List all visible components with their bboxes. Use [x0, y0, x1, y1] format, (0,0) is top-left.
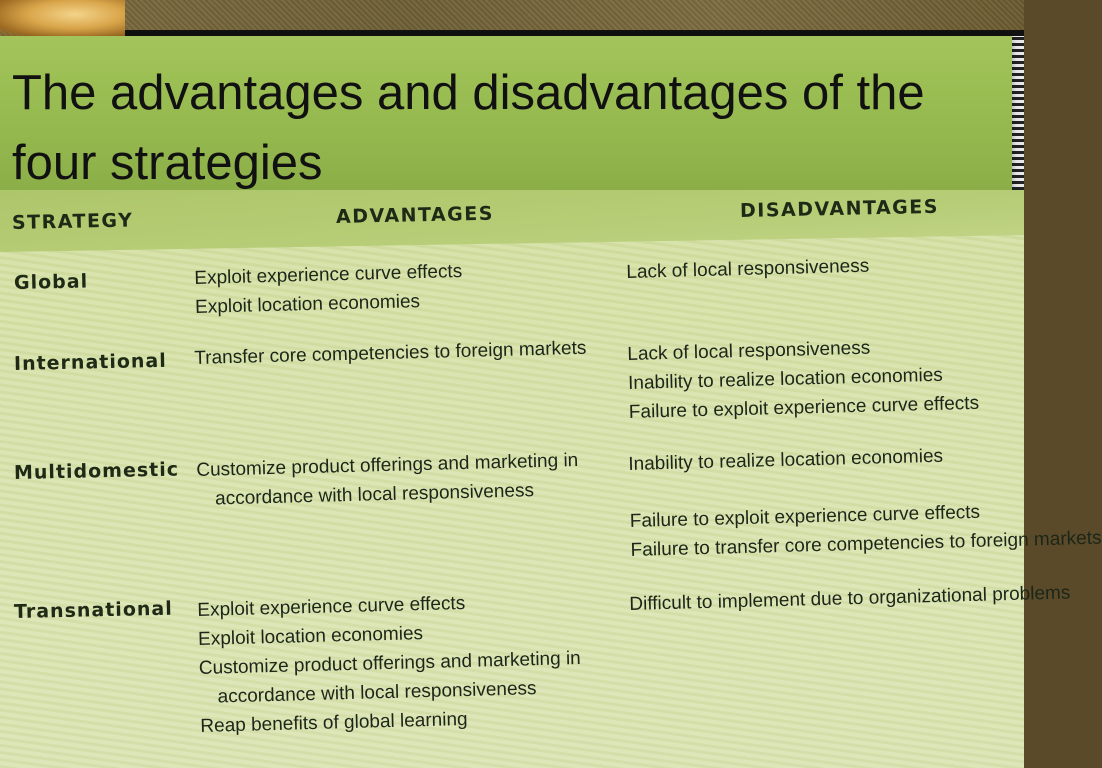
strategy-multidomestic: Multidomestic [13, 458, 180, 484]
advantage-item: Transfer core competencies to foreign markets [194, 337, 587, 369]
advantage-item: Exploit location economies [197, 623, 424, 650]
disadvantage-item: Failure to exploit experience curve effects [628, 392, 980, 423]
advantage-item: Exploit location economies [194, 291, 421, 318]
decorative-edge [1012, 36, 1024, 196]
strategy-international: International [13, 349, 167, 375]
disadvantage-item: Inability to realize location economies [628, 445, 944, 475]
header-disadvantages: DISADVANTAGES [739, 195, 940, 222]
title-bar [0, 36, 1012, 190]
header-advantages: ADVANTAGES [335, 202, 495, 228]
advantage-item: Exploit experience curve effects [197, 592, 466, 621]
slide-title: The advantages and disadvantages of the four strategies [12, 66, 925, 190]
international-disadvantages [627, 331, 979, 427]
multidomestic-disadvantages [628, 438, 1102, 565]
global-advantages [194, 257, 463, 322]
global-disadvantages [626, 252, 870, 287]
disadvantage-item: Failure to exploit experience curve effects [629, 501, 981, 532]
disadvantage-item: Lack of local responsiveness [627, 337, 871, 365]
advantage-item: Customize product offerings and marketing in [198, 647, 582, 679]
disadvantage-item: Lack of local responsiveness [626, 255, 870, 283]
international-advantages [194, 334, 587, 373]
header-strategy: STRATEGY [11, 209, 134, 234]
transnational-disadvantages [629, 578, 1071, 619]
advantage-item: accordance with local responsiveness [214, 480, 535, 510]
strategy-table [0, 190, 1102, 768]
disadvantage-item: Difficult to implement due to organizational problems [629, 582, 1071, 615]
advantage-item: accordance with local responsiveness [217, 678, 537, 708]
strategy-global: Global [13, 270, 89, 294]
autumn-leaf-image [0, 0, 125, 36]
advantage-item: Exploit experience curve effects [194, 260, 463, 289]
multidomestic-advantages [196, 446, 579, 514]
disadvantage-item: Failure to transfer core competencies to foreign markets [630, 527, 1102, 561]
disadvantage-item: Inability to realize location economies [627, 364, 944, 394]
advantage-item: Reap benefits of global learning [200, 708, 468, 737]
strategy-transnational: Transnational [13, 597, 173, 623]
advantage-item: Customize product offerings and marketing in [196, 449, 579, 481]
transnational-advantages [197, 586, 583, 741]
